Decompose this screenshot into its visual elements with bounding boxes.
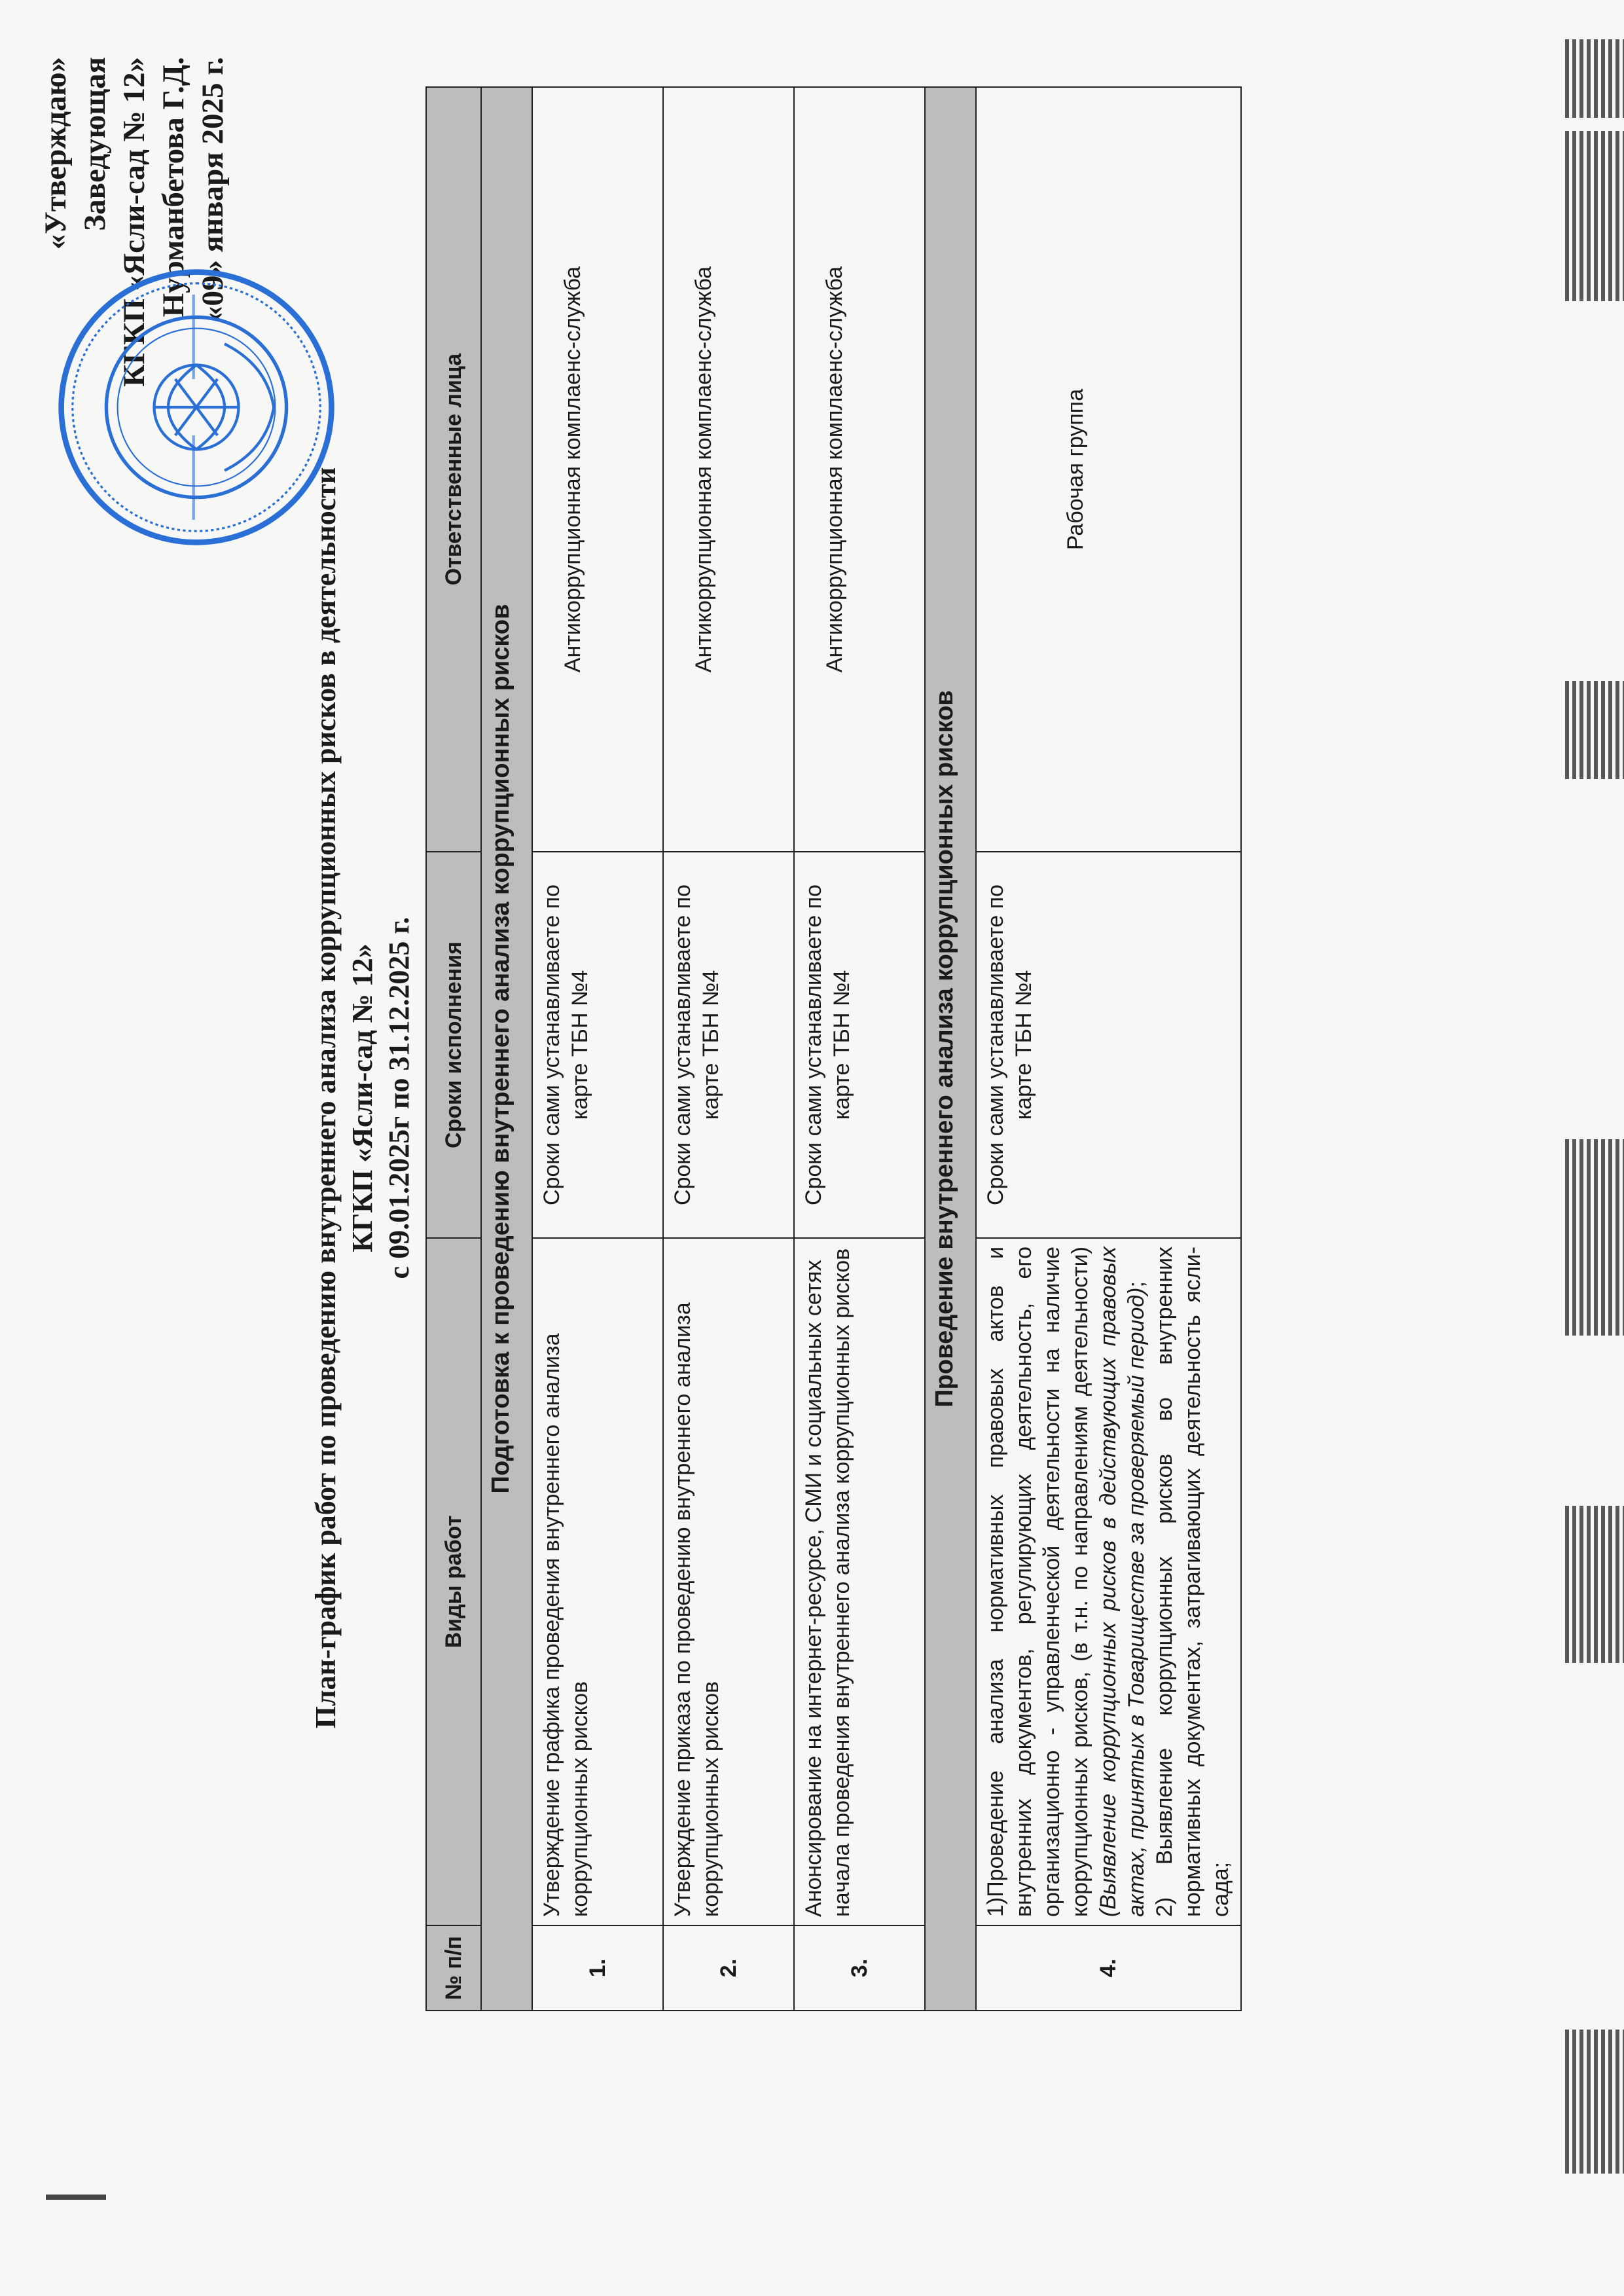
row-work: Утверждение графика проведения внутреннего анализа коррупционных рисков [532,1238,663,1925]
header-resp: Ответственные лица [426,87,481,852]
row-work-part-2: (Выявление коррупционных рисков в действующих правовых актах, принятых в Товариществе за проверяемый период) [1096,1247,1149,1917]
row-number: 3. [794,1925,925,2011]
section-title-2: Проведение внутреннего анализа коррупционных рисков [925,87,976,2011]
row-work-part-4: 2) Выявление коррупционных рисков во внутренних нормативных документах, затрагивающих деятельность ясли-сада; [1152,1247,1233,1917]
row-responsible: Антикоррупционная комплаенс-служба [532,87,663,852]
official-seal-icon [56,266,337,548]
row-responsible: Антикоррупционная комплаенс-служба [663,87,794,852]
row-term: Сроки сами устанавливаете по карте ТБН №4 [663,852,794,1238]
header-num: № п/п [426,1925,481,2011]
title-line-3: с 09.01.2025г по 31.12.2025 г. [383,917,415,1279]
approval-line-1: «Утверждаю» [39,57,73,250]
table-header-row [426,87,481,2011]
work-plan-table [425,86,1242,2011]
row-number: 4. [976,1925,1241,2011]
row-number: 2. [663,1925,794,2011]
header-term: Сроки исполнения [426,852,481,1238]
row-responsible: Рабочая группа [976,87,1241,852]
approval-line-3: КГКП «Ясли-сад № 12» [117,57,151,387]
header-work: Виды работ [426,1238,481,1925]
table-row [663,87,794,2011]
row-work: Анонсирование на интернет-ресурсе, СМИ и социальных сетях начала проведения внутреннего анализа коррупционных рисков [794,1238,925,1925]
table-row [532,87,663,2011]
row-work-part-1: 1)Проведение анализа нормативных правовых актов и внутренних документов, регулирующих деятельность, его организационно - управленческой деятельности на наличие коррупционных рисков, (в т.н. по направлениям деятельности) [983,1247,1092,1917]
title-line-1: План-график работ по проведению внутреннего анализа коррупционных рисков в деятельности [310,467,342,1729]
title-line-2: КГКП «Ясли-сад № 12» [346,943,378,1252]
table-row [794,87,925,2011]
approval-line-2: Заведующая [78,57,112,231]
row-work-part-3: ; [1124,1281,1149,1288]
row-term: Сроки сами устанавливаете по карте ТБН №4 [794,852,925,1238]
row-responsible: Антикоррупционная комплаенс-служба [794,87,925,852]
section-row [925,87,976,2011]
section-title-1: Подготовка к проведению внутреннего анализа коррупционных рисков [481,87,532,2011]
approval-line-4: Нурманбетова Г.Д. [156,57,190,318]
section-row [481,87,532,2011]
table-row [976,87,1241,2011]
row-term: Сроки сами устанавливаете по карте ТБН №4 [532,852,663,1238]
row-work [976,1238,1241,1925]
row-term: Сроки сами устанавливаете по карте ТБН №4 [976,852,1241,1238]
row-number: 1. [532,1925,663,2011]
approval-line-5: «09» января 2025 г. [196,57,230,321]
row-work: Утверждение приказа по проведению внутреннего анализа коррупционных рисков [663,1238,794,1925]
document-title [308,181,418,2014]
